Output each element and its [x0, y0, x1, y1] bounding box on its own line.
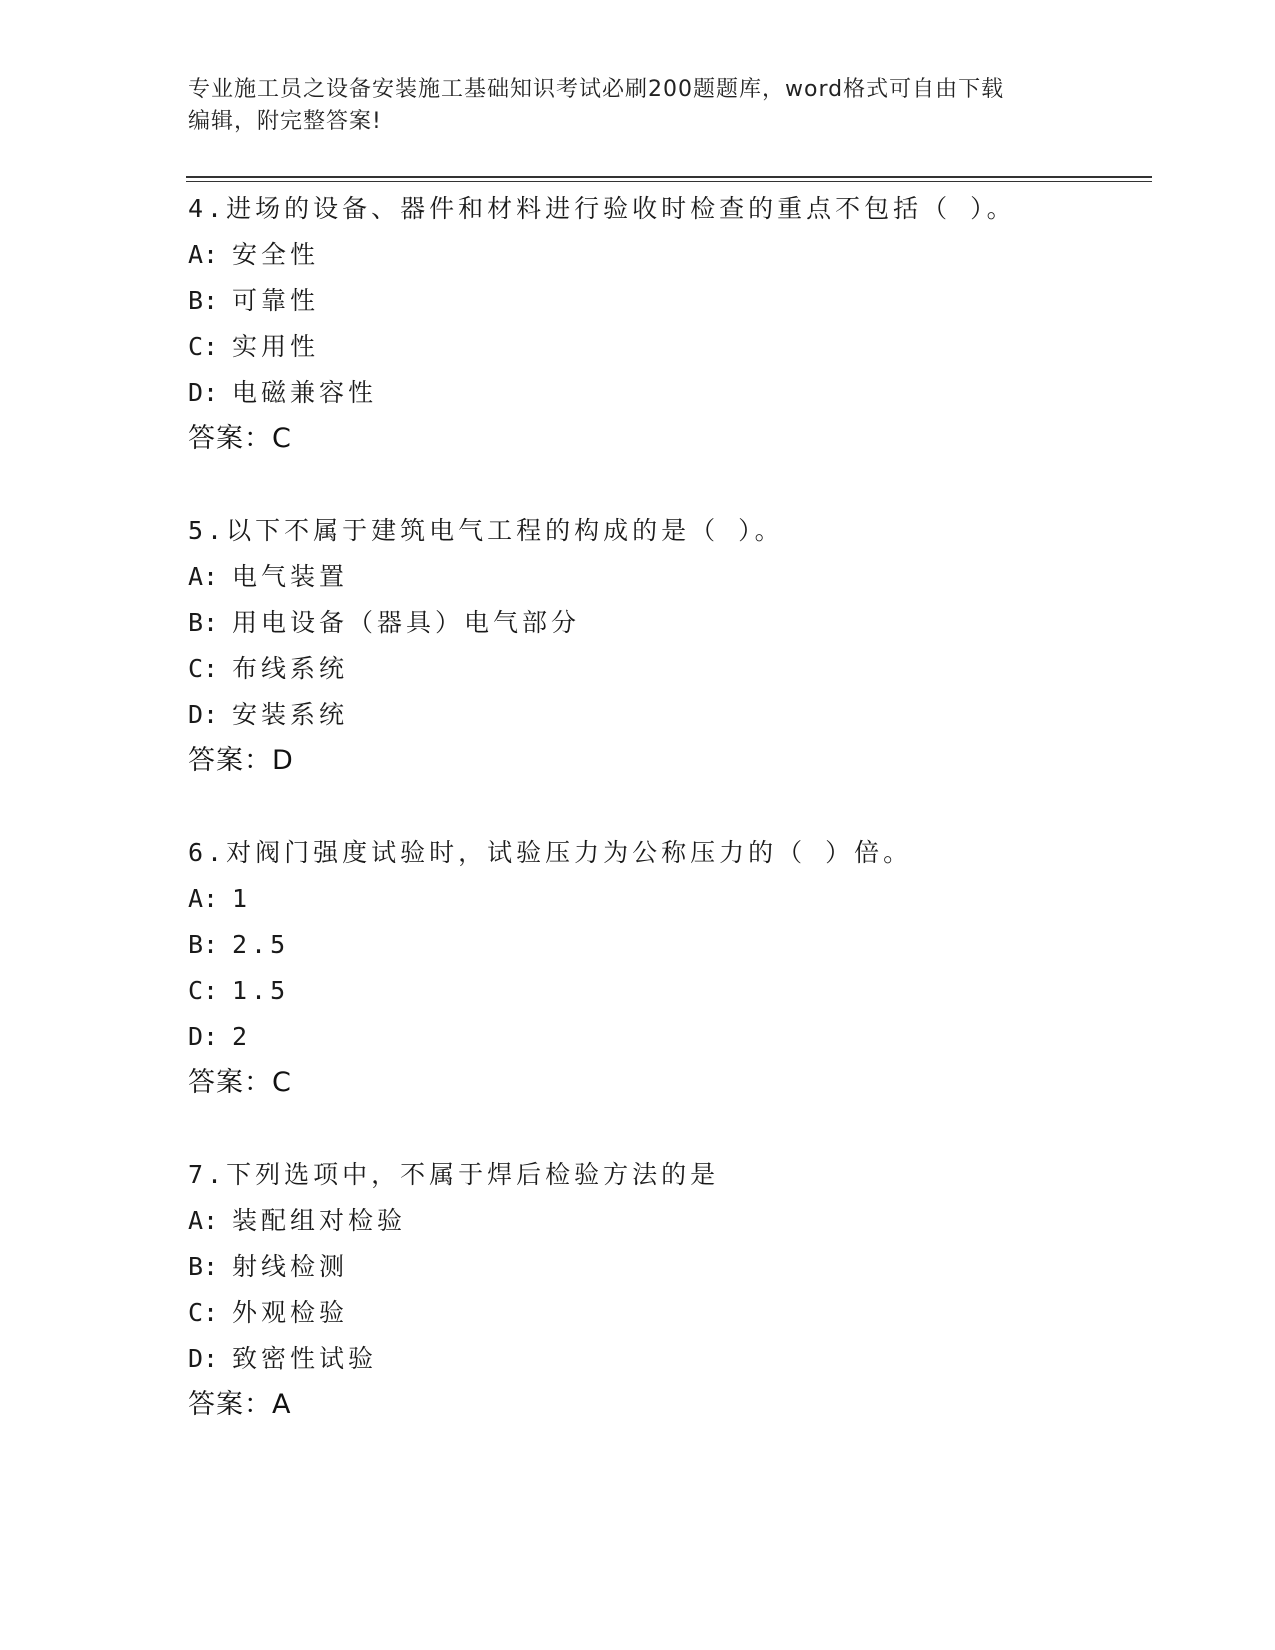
answer: 答案：C [188, 1067, 292, 1098]
option-d [188, 1014, 1148, 1060]
option-c [188, 1290, 1148, 1336]
question-title: 6.对阀门强度试验时，试验压力为公称压力的（ ）倍。 [188, 838, 913, 867]
option-text: 用电设备（器具）电气部分 [232, 608, 581, 637]
option-b [188, 600, 1148, 646]
option-a [188, 232, 1148, 278]
option-text: 安全性 [232, 240, 320, 269]
option-label: D: [188, 700, 219, 729]
option-text: 电气装置 [232, 562, 349, 591]
option-b [188, 1244, 1148, 1290]
header-divider-thick [186, 176, 1152, 178]
option-label: B: [188, 608, 219, 637]
option-b [188, 278, 1148, 324]
option-text: 1.5 [232, 976, 290, 1005]
option-text: 1 [232, 884, 252, 913]
option-label: C: [188, 976, 219, 1005]
option-label: B: [188, 930, 219, 959]
option-a [188, 876, 1148, 922]
option-text: 实用性 [232, 332, 320, 361]
question-title: 5.以下不属于建筑电气工程的构成的是（ ）。 [188, 516, 784, 545]
option-a [188, 1198, 1148, 1244]
option-text: 2.5 [232, 930, 290, 959]
option-text: 电磁兼容性 [232, 378, 378, 407]
option-label: B: [188, 286, 219, 315]
option-c [188, 968, 1148, 1014]
option-d [188, 1336, 1148, 1382]
question-block [188, 1152, 1148, 1428]
header-divider-thin [186, 181, 1152, 182]
question-block [188, 830, 1148, 1106]
option-a [188, 554, 1148, 600]
answer: 答案：D [188, 745, 294, 776]
option-label: D: [188, 1344, 219, 1373]
option-text: 射线检测 [232, 1252, 349, 1281]
option-d [188, 692, 1148, 738]
option-label: C: [188, 1298, 219, 1327]
option-label: A: [188, 240, 219, 269]
question-title: 4.进场的设备、器件和材料进行验收时检查的重点不包括（ ）。 [188, 194, 1016, 223]
answer: 答案：A [188, 1389, 292, 1420]
option-c [188, 324, 1148, 370]
question-block [188, 186, 1148, 462]
answer: 答案：C [188, 423, 292, 454]
option-label: C: [188, 332, 219, 361]
question-block [188, 508, 1148, 784]
option-label: A: [188, 1206, 219, 1235]
option-c [188, 646, 1148, 692]
question-title: 7.下列选项中，不属于焊后检验方法的是 [188, 1160, 720, 1189]
option-label: A: [188, 562, 219, 591]
option-label: D: [188, 1022, 219, 1051]
option-text: 致密性试验 [232, 1344, 378, 1373]
option-text: 装配组对检验 [232, 1206, 407, 1235]
option-text: 安装系统 [232, 700, 349, 729]
document-header [188, 74, 1088, 138]
option-d [188, 370, 1148, 416]
option-text: 布线系统 [232, 654, 349, 683]
option-text: 外观检验 [232, 1298, 349, 1327]
header-line-2: 编辑，附完整答案! [188, 109, 382, 134]
option-label: C: [188, 654, 219, 683]
option-label: B: [188, 1252, 219, 1281]
option-b [188, 922, 1148, 968]
header-line-1: 专业施工员之设备安装施工基础知识考试必刷200题题库，word格式可自由下载 [188, 77, 1005, 102]
option-label: D: [188, 378, 219, 407]
option-label: A: [188, 884, 219, 913]
option-text: 可靠性 [232, 286, 320, 315]
option-text: 2 [232, 1022, 252, 1051]
